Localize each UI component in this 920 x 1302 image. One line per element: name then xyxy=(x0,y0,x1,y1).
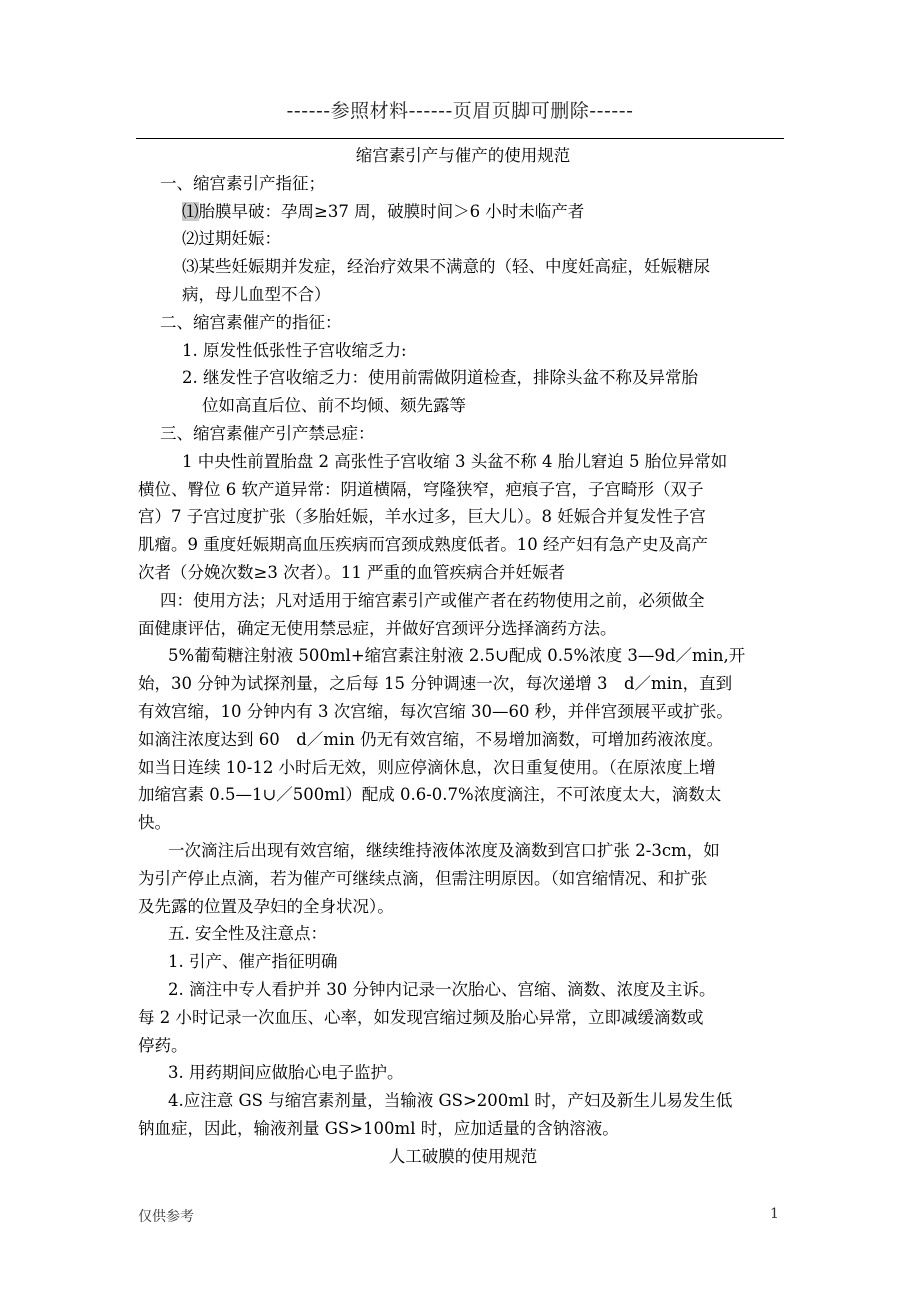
section-1-item-3-line-1: ⑶某些妊娠期并发症，经治疗效果不满意的（轻、中度妊高症，妊娠糖尿 xyxy=(182,257,710,277)
section-5-item-2-line: 停药。 xyxy=(138,1035,188,1055)
section-5-item-1: 1. 引产、催产指征明确 xyxy=(168,952,338,972)
document-body xyxy=(138,142,788,1170)
page-header-text: ------参照材料------页眉页脚可删除------ xyxy=(286,100,634,122)
section-2-item-2-line-2: 位如高直后位、前不均倾、颏先露等 xyxy=(202,396,466,416)
selected-marker[interactable]: ⑴ xyxy=(182,201,199,221)
section-4-line: 面健康评估，确定无使用禁忌症，并做好宫颈评分选择滴药方法。 xyxy=(138,618,617,638)
dosage-line: 如滴注浓度达到 60 d／min 仍无有效宫缩，不易增加滴数，可增加药液浓度。 xyxy=(138,729,724,749)
section-3-heading: 三、缩宫素催产引产禁忌症： xyxy=(160,423,375,443)
section-5-item-3: 3. 用药期间应做胎心电子监护。 xyxy=(168,1063,404,1083)
dosage-line: 加缩宫素 0.5—1∪／500ml）配成 0.6-0.7%浓度滴注，不可浓度太大，滴数太 xyxy=(138,785,722,805)
footer-note: 仅供参考 xyxy=(138,1209,194,1225)
document-title: 缩宫素引产与催产的使用规范 xyxy=(355,146,571,165)
section-5-item-4-line: 钠血症，因此，输液剂量 GS>100ml 时，应加适量的含钠溶液。 xyxy=(138,1118,619,1138)
dosage-line: 始，30 分钟为试探剂量，之后每 15 分钟调速一次，每次递增 3 d／min，直到 xyxy=(138,674,733,694)
dosage-line: 如当日连续 10-12 小时后无效，则应停滴休息，次日重复使用。（在原浓度上增 xyxy=(138,757,716,777)
dosage-line: 有效宫缩，10 分钟内有 3 次宫缩，每次宫缩 30—60 秒，并伴宫颈展平或扩张。 xyxy=(138,701,733,721)
page-number: 1 xyxy=(770,1206,779,1222)
dosage-line: 快。 xyxy=(138,813,171,833)
section-3-line: 次者（分娩次数≥3 次者）。11 严重的血管疾病合并妊娠者 xyxy=(138,562,566,582)
section-4-line: 四：使用方法；凡对适用于缩宫素引产或催产者在药物使用之前，必须做全 xyxy=(160,590,705,610)
continue-line: 及先露的位置及孕妇的全身状况）。 xyxy=(138,896,394,916)
next-section-title: 人工破膜的使用规范 xyxy=(388,1146,538,1166)
section-1-item-2: ⑵过期妊娠： xyxy=(182,229,281,249)
section-5-heading: 五. 安全性及注意点： xyxy=(168,924,327,944)
section-3-line: 宫）7 子宫过度扩张（多胎妊娠，羊水过多，巨大儿）。8 妊娠合并复发性子宫 xyxy=(138,507,706,527)
section-3-line: 横位、臀位 6 软产道异常：阴道横隔，穹隆狭窄，疤痕子宫，子宫畸形（双子 xyxy=(138,479,704,499)
section-3-line: 1 中央性前置胎盘 2 高张性子宫收缩 3 头盆不称 4 胎儿窘迫 5 胎位异常如 xyxy=(182,451,728,471)
section-2-item-2-line-1: 2. 继发性子宫收缩乏力：使用前需做阴道检查，排除头盆不称及异常胎 xyxy=(182,368,698,388)
section-2-heading: 二、缩宫素催产的指征： xyxy=(160,312,342,332)
section-1-item-1: ⑴胎膜早破：孕周≥37 周，破膜时间＞6 小时未临产者 xyxy=(182,201,585,221)
section-1-item-3-line-2: 病，母儿血型不合） xyxy=(182,284,331,304)
dosage-line: 5%葡萄糖注射液 500ml+缩宫素注射液 2.5∪配成 0.5%浓度 3—9d／min,开 xyxy=(168,646,746,666)
header-divider xyxy=(136,138,784,139)
section-2-item-1: 1. 原发性低张性子宫收缩乏力: xyxy=(182,340,407,360)
section-5-item-2-line: 2. 滴注中专人看护并 30 分钟内记录一次胎心、宫缩、滴数、浓度及主诉。 xyxy=(168,979,716,999)
continue-line: 为引产停止点滴，若为催产可继续点滴，但需注明原因。（如宫缩情况、和扩张 xyxy=(138,868,708,888)
section-5-item-2-line: 每 2 小时记录一次血压、心率，如发现宫缩过频及胎心异常，立即减缓滴数或 xyxy=(138,1007,704,1027)
section-1-heading: 一、缩宫素引产指征； xyxy=(160,173,325,193)
section-5-item-4-line: 4.应注意 GS 与缩宫素剂量，当输液 GS>200ml 时，产妇及新生儿易发生低 xyxy=(168,1091,733,1111)
continue-line: 一次滴注后出现有效宫缩，继续维持液体浓度及滴数到宫口扩张 2-3cm，如 xyxy=(168,840,720,860)
section-3-line: 肌瘤。9 重度妊娠期高血压疾病而宫颈成熟度低者。10 经产妇有急产史及高产 xyxy=(138,535,708,555)
